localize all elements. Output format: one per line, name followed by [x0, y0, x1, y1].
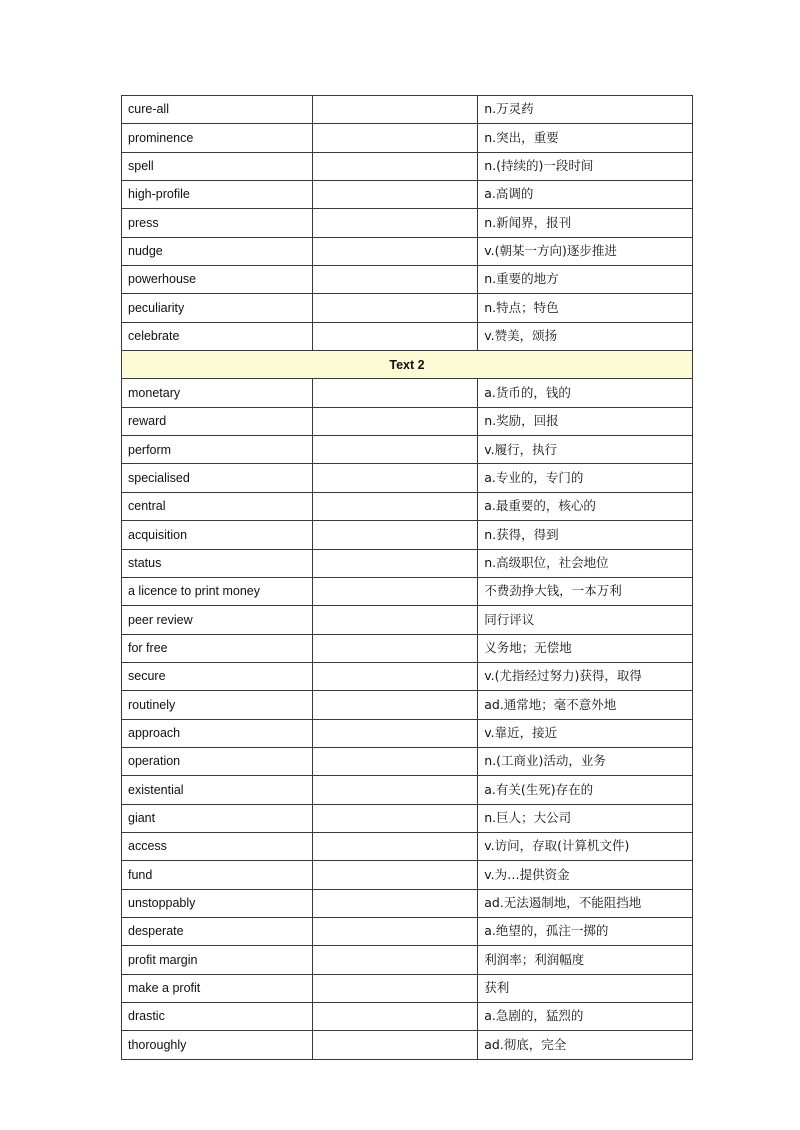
vocab-meaning: 不费劲挣大钱，一本万利 [478, 577, 693, 605]
vocab-blank-cell [312, 1003, 478, 1031]
vocab-blank-cell [312, 917, 478, 945]
vocab-row [122, 832, 693, 860]
vocab-word: access [122, 832, 313, 860]
vocab-row [122, 662, 693, 690]
vocab-blank-cell [312, 946, 478, 974]
vocab-row [122, 946, 693, 974]
vocab-row [122, 492, 693, 520]
section-header-row [122, 351, 693, 379]
vocab-meaning: v.(尤指经过努力)获得，取得 [478, 662, 693, 690]
vocab-word: thoroughly [122, 1031, 313, 1059]
vocab-blank-cell [312, 407, 478, 435]
vocab-meaning: 获利 [478, 974, 693, 1002]
vocab-word: existential [122, 776, 313, 804]
vocab-blank-cell [312, 379, 478, 407]
vocab-row [122, 124, 693, 152]
vocab-word: nudge [122, 237, 313, 265]
vocab-meaning: a.货币的，钱的 [478, 379, 693, 407]
vocab-row [122, 1003, 693, 1031]
vocab-word: for free [122, 634, 313, 662]
vocab-blank-cell [312, 974, 478, 1002]
vocab-blank-cell [312, 889, 478, 917]
vocab-word: reward [122, 407, 313, 435]
vocab-row [122, 889, 693, 917]
vocab-blank-cell [312, 804, 478, 832]
section-title: Text 2 [122, 351, 693, 379]
vocab-word: powerhouse [122, 266, 313, 294]
vocab-word: press [122, 209, 313, 237]
vocab-meaning: v.(朝某一方向)逐步推进 [478, 237, 693, 265]
vocab-blank-cell [312, 209, 478, 237]
vocab-row [122, 237, 693, 265]
vocab-blank-cell [312, 322, 478, 350]
vocab-blank-cell [312, 861, 478, 889]
vocab-meaning: a.急剧的，猛烈的 [478, 1003, 693, 1031]
vocab-blank-cell [312, 124, 478, 152]
vocab-blank-cell [312, 294, 478, 322]
vocab-blank-cell [312, 464, 478, 492]
vocab-word: celebrate [122, 322, 313, 350]
vocab-word: peculiarity [122, 294, 313, 322]
vocab-meaning: n.重要的地方 [478, 266, 693, 294]
vocab-row [122, 436, 693, 464]
vocab-row [122, 294, 693, 322]
vocab-meaning: n.突出，重要 [478, 124, 693, 152]
vocab-word: secure [122, 662, 313, 690]
vocab-blank-cell [312, 719, 478, 747]
vocab-row [122, 266, 693, 294]
vocab-row [122, 747, 693, 775]
vocab-blank-cell [312, 577, 478, 605]
vocab-blank-cell [312, 776, 478, 804]
vocab-meaning: n.高级职位，社会地位 [478, 549, 693, 577]
vocab-blank-cell [312, 492, 478, 520]
vocab-word: drastic [122, 1003, 313, 1031]
vocab-meaning: 义务地；无偿地 [478, 634, 693, 662]
vocab-meaning: a.有关(生死)存在的 [478, 776, 693, 804]
vocab-meaning: a.绝望的，孤注一掷的 [478, 917, 693, 945]
vocab-meaning: n.万灵药 [478, 96, 693, 124]
vocab-blank-cell [312, 691, 478, 719]
vocab-word: profit margin [122, 946, 313, 974]
vocab-meaning: 利润率；利润幅度 [478, 946, 693, 974]
vocab-meaning: n.奖励，回报 [478, 407, 693, 435]
vocab-word: high-profile [122, 181, 313, 209]
vocab-meaning: n.新闻界，报刊 [478, 209, 693, 237]
vocab-word: operation [122, 747, 313, 775]
vocab-meaning: v.访问，存取(计算机文件) [478, 832, 693, 860]
vocab-meaning: n.巨人；大公司 [478, 804, 693, 832]
vocab-word: specialised [122, 464, 313, 492]
vocab-blank-cell [312, 521, 478, 549]
vocab-row [122, 634, 693, 662]
vocab-word: monetary [122, 379, 313, 407]
vocab-row [122, 407, 693, 435]
vocab-row [122, 917, 693, 945]
vocab-meaning: a.专业的，专门的 [478, 464, 693, 492]
vocab-word: unstoppably [122, 889, 313, 917]
vocab-word: peer review [122, 606, 313, 634]
vocab-row [122, 464, 693, 492]
vocab-word: prominence [122, 124, 313, 152]
vocab-meaning: a.最重要的，核心的 [478, 492, 693, 520]
vocab-word: fund [122, 861, 313, 889]
vocab-meaning: 同行评议 [478, 606, 693, 634]
vocab-word: perform [122, 436, 313, 464]
vocab-meaning: n.(工商业)活动，业务 [478, 747, 693, 775]
vocab-blank-cell [312, 606, 478, 634]
vocab-word: desperate [122, 917, 313, 945]
vocab-word: spell [122, 152, 313, 180]
vocab-meaning: ad.彻底，完全 [478, 1031, 693, 1059]
vocab-word: a licence to print money [122, 577, 313, 605]
vocab-blank-cell [312, 266, 478, 294]
vocab-word: giant [122, 804, 313, 832]
vocab-row [122, 1031, 693, 1059]
vocab-word: acquisition [122, 521, 313, 549]
vocab-blank-cell [312, 747, 478, 775]
vocab-row [122, 152, 693, 180]
vocab-row [122, 606, 693, 634]
vocab-row [122, 549, 693, 577]
vocab-meaning: v.履行，执行 [478, 436, 693, 464]
vocab-blank-cell [312, 436, 478, 464]
vocab-meaning: ad.无法遏制地，不能阻挡地 [478, 889, 693, 917]
vocab-blank-cell [312, 1031, 478, 1059]
vocab-meaning: v.为…提供资金 [478, 861, 693, 889]
vocab-row [122, 521, 693, 549]
vocab-word: routinely [122, 691, 313, 719]
vocab-row [122, 691, 693, 719]
vocabulary-table [121, 95, 693, 1060]
vocab-row [122, 776, 693, 804]
vocab-blank-cell [312, 549, 478, 577]
vocab-row [122, 209, 693, 237]
vocab-blank-cell [312, 662, 478, 690]
vocab-row [122, 861, 693, 889]
vocab-meaning: ad.通常地；毫不意外地 [478, 691, 693, 719]
vocabulary-table-body [122, 96, 693, 1060]
vocab-word: make a profit [122, 974, 313, 1002]
vocab-blank-cell [312, 181, 478, 209]
vocab-meaning: a.高调的 [478, 181, 693, 209]
vocab-word: cure-all [122, 96, 313, 124]
vocab-blank-cell [312, 634, 478, 662]
vocab-blank-cell [312, 96, 478, 124]
vocab-meaning: v.赞美，颂扬 [478, 322, 693, 350]
vocab-meaning: n.特点；特色 [478, 294, 693, 322]
vocab-row [122, 96, 693, 124]
vocab-blank-cell [312, 832, 478, 860]
vocab-row [122, 379, 693, 407]
vocab-meaning: v.靠近，接近 [478, 719, 693, 747]
vocab-row [122, 804, 693, 832]
vocab-word: status [122, 549, 313, 577]
vocab-blank-cell [312, 237, 478, 265]
vocab-row [122, 322, 693, 350]
vocab-meaning: n.(持续的)一段时间 [478, 152, 693, 180]
vocab-meaning: n.获得，得到 [478, 521, 693, 549]
vocab-row [122, 719, 693, 747]
vocab-word: approach [122, 719, 313, 747]
vocab-row [122, 577, 693, 605]
vocab-row [122, 181, 693, 209]
vocab-blank-cell [312, 152, 478, 180]
vocab-row [122, 974, 693, 1002]
vocab-word: central [122, 492, 313, 520]
